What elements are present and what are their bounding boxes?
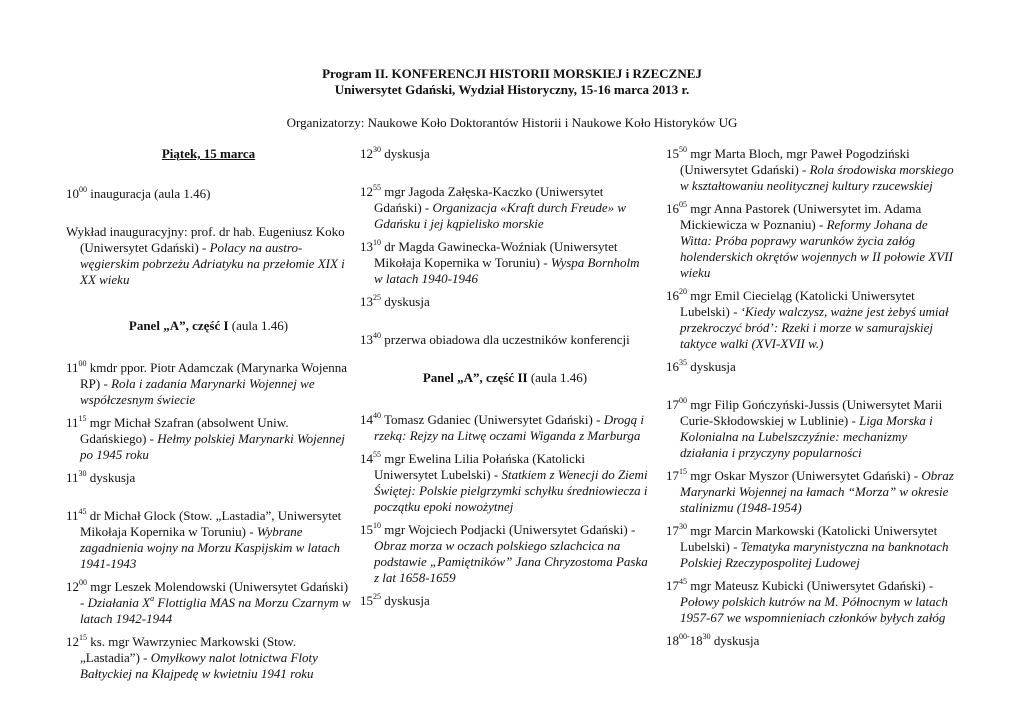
program-entry: $18^{00-}18^{30}$ dyskusja — [666, 632, 760, 648]
program-entry: $17^{30}$ mgr Marcin Markowski (Katolicki Uniwersytet Lubelski) - Tematyka marynistyczna na banknotach Polskiej Rzeczypospolitej Ludowej — [666, 522, 949, 570]
program-entry: $13^{25}$ dyskusja — [360, 293, 430, 309]
program-entry: $11^{30}$ dyskusja — [66, 469, 136, 485]
program-entry: $10^{00}$ inauguracja (aula 1.46) — [66, 185, 211, 201]
organizers: Organizatorzy: Naukowe Koło Doktorantów Historii i Naukowe Koło Historyków UG — [286, 115, 738, 130]
column-3 — [666, 146, 958, 656]
program-entry: $17^{00}$ mgr Filip Gończyński-Jussis (Uniwersytet Marii Curie-Skłodowskiej w Lublinie) - Liga Morska i Kolonialna na Lubelszczyźnie: mechanizmy działania i przyczyny popularności — [666, 396, 943, 460]
program-entry: $12^{00}$ mgr Leszek Molendowski (Uniwersytet Gdański) - Działania $X^a$ Flottiglia MAS na Morzu Czarnym w latach 1942-1944 — [66, 578, 351, 626]
day-heading: Piątek, 15 marca — [161, 146, 256, 161]
program-entry: Wykład inauguracyjny: prof. dr hab. Eugeniusz Koko (Uniwersytet Gdański) - Polacy na austro-węgierskim pobrzeżu Adriatyku na przełomie XIX i XX wieku — [66, 224, 345, 287]
program-entry: $13^{10}$ dr Magda Gawinecka-Woźniak (Uniwersytet Mikołaja Kopernika w Toruniu) - Wyspa Bornholm w latach 1940-1946 — [360, 238, 640, 286]
program-entry: $15^{50}$ mgr Marta Bloch, mgr Paweł Pogodziński (Uniwersytet Gdański) - Rola środowiska morskiego w kształtowaniu neolitycznej kultury rzucewskiej — [666, 145, 954, 193]
conference-title: Program II. KONFERENCJI HISTORII MORSKIEJ i RZECZNEJ — [322, 66, 702, 81]
program-entry: $12^{15}$ ks. mgr Wawrzyniec Markowski (Stow. „Lastadia”) - Omyłkowy nalot lotnictwa Floty Bałtyckiej na Kłajpedę w kwietniu 1941 roku — [66, 633, 318, 681]
program-entry: $14^{55}$ mgr Ewelina Lilia Połańska (Katolicki Uniwersytet Lubelski) - Statkiem z Wenecji do Ziemi Świętej: Polskie pielgrzymki schyłku średniowiecza i początku epoki nowożytnej — [360, 450, 648, 514]
program-entry: $17^{15}$ mgr Oskar Myszor (Uniwersytet Gdański) - Obraz Marynarki Wojennej na łamach “Morza” w okresie stalinizmu (1948-1954) — [666, 467, 954, 515]
program-entry: $12^{30}$ dyskusja — [360, 145, 430, 161]
program-entry: $12^{55}$ mgr Jagoda Załęska-Kaczko (Uniwersytet Gdański) - Organizacja «Kraft durch Freude» w Gdańsku i jej kąpielisko morskie — [360, 183, 627, 231]
conference-venue: Uniwersytet Gdański, Wydział Historyczny, 15-16 marca 2013 r. — [334, 82, 690, 97]
program-entry: $11^{00}$ kmdr ppor. Piotr Adamczak (Marynarka Wojenna RP) - Rola i zadania Marynarki Wojennej we współczesnym świecie — [66, 359, 347, 407]
program-entry: $15^{25}$ dyskusja — [360, 592, 430, 608]
program-entry: $16^{35}$ dyskusja — [666, 358, 736, 374]
document-header — [0, 66, 1024, 98]
column-1 — [66, 146, 351, 689]
program-entry: $13^{40}$ przerwa obiadowa dla uczestników konferencji — [360, 331, 630, 347]
program-entry: $17^{45}$ mgr Mateusz Kubicki (Uniwersytet Gdański) - Połowy polskich kutrów na M. Północnym w latach 1957-67 we wspomnieniach członków byłych załóg — [666, 577, 948, 625]
column-2 — [360, 146, 650, 616]
program-entry: $11^{45}$ dr Michał Glock (Stow. „Lastadia”, Uniwersytet Mikołaja Kopernika w Toruniu) - Wybrane zagadnienia wojny na Morzu Kaspijskim w latach 1941-1943 — [66, 507, 342, 571]
program-entry: $15^{10}$ mgr Wojciech Podjacki (Uniwersytet Gdański) - Obraz morza w oczach polskiego szlachcica na podstawie „Pamiętników” Jana Chryzostoma Paska z lat 1658-1659 — [360, 521, 648, 585]
panel-heading: Panel „A”, część II (aula 1.46) — [422, 370, 588, 385]
program-entry: $11^{15}$ mgr Michał Szafran (absolwent Uniw. Gdańskiego) - Hełmy polskiej Marynarki Wojennej po 1945 roku — [66, 414, 345, 462]
panel-heading: Panel „A”, część I (aula 1.46) — [128, 318, 289, 333]
program-entry: $14^{40}$ Tomasz Gdaniec (Uniwersytet Gdański) - Drogą i rzeką: Rejzy na Litwę oczami Wiganda z Marburga — [360, 411, 645, 443]
program-entry: $16^{20}$ mgr Emil Ciecieląg (Katolicki Uniwersytet Lubelski) - ‘Kiedy walczysz, ważne jest żebyś umiał przekroczyć bród’: Rzeki i morze w samurajskiej taktyce walki (XVI-XVII w.) — [666, 287, 949, 351]
program-entry: $16^{05}$ mgr Anna Pastorek (Uniwersytet im. Adama Mickiewicza w Poznaniu) - Reformy Johana de Witta: Próba poprawy warunków życia załóg holenderskich okrętów wojennych w II połowie XVII wieku — [666, 200, 953, 280]
